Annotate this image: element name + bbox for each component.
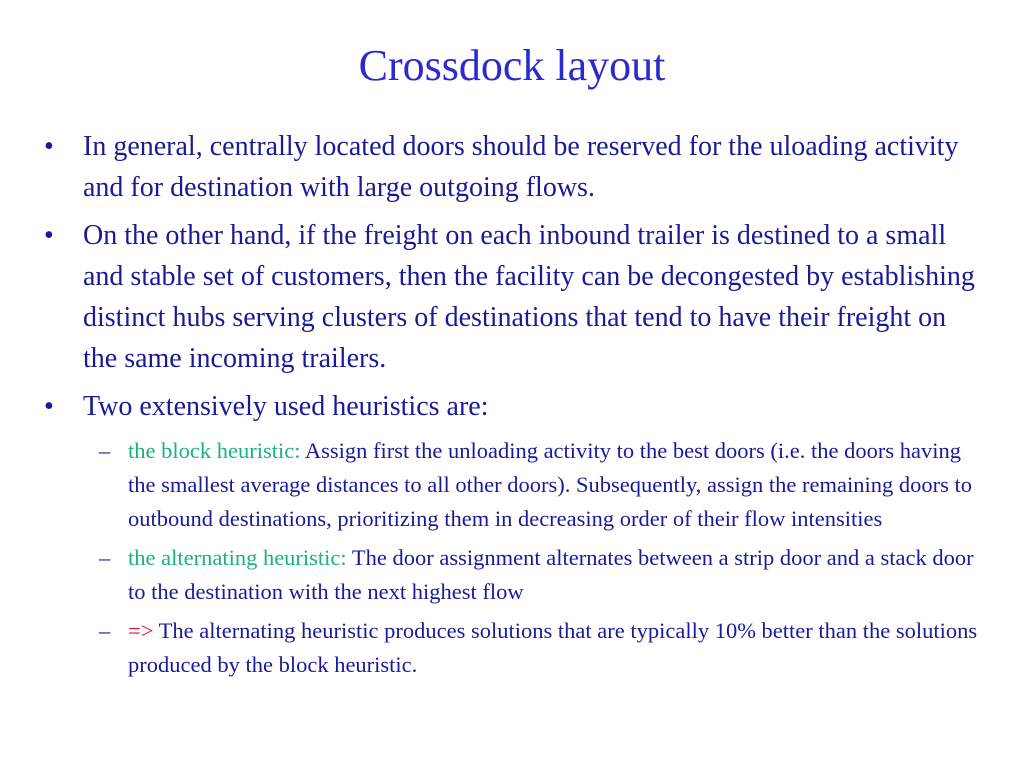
bullet-marker: • — [44, 220, 54, 251]
bullet-text: On the other hand, if the freight on each inbound trailer is destined to a small and stable set of customers, then the facility can be decongested by establishing distinct hubs serving clusters of destinations that tend to have their freight on the same incoming trailers. — [83, 220, 975, 374]
heuristic-label: the block heuristic: — [128, 438, 301, 463]
bullet-item — [44, 386, 984, 427]
bullet-item — [44, 126, 984, 208]
conclusion-arrow: => — [128, 618, 154, 643]
heuristic-label: the alternating heuristic: — [128, 545, 347, 570]
slide-content — [44, 126, 984, 687]
sub-bullet-list — [44, 434, 984, 682]
sub-bullet-item — [85, 614, 984, 682]
bullet-text: Two extensively used heuristics are: — [83, 391, 489, 422]
sub-bullet-item — [85, 541, 984, 609]
bullet-marker: • — [44, 391, 54, 422]
sub-bullet-text: The alternating heuristic produces solutions that are typically 10% better than the solutions produced by the block heuristic. — [128, 618, 978, 677]
bullet-marker: • — [44, 131, 54, 162]
sub-bullet-text: The door assignment alternates between a strip door and a stack door to the destination with the next highest flow — [128, 545, 974, 604]
bullet-item — [44, 215, 984, 379]
sub-bullet-item — [85, 434, 984, 536]
sub-bullet-marker: – — [99, 545, 111, 570]
sub-bullet-text: Assign first the unloading activity to the best doors (i.e. the doors having the smallest average distances to all other doors). Subsequently, assign the remaining doors to outbound destinations, prioritizing them in decreasing order of their flow intensities — [128, 438, 972, 531]
sub-bullet-marker: – — [99, 438, 111, 463]
bullet-text: In general, centrally located doors should be reserved for the uloading activity and for destination with large outgoing flows. — [83, 131, 959, 203]
sub-bullet-marker: – — [99, 618, 111, 643]
slide-title: Crossdock layout — [358, 41, 666, 90]
